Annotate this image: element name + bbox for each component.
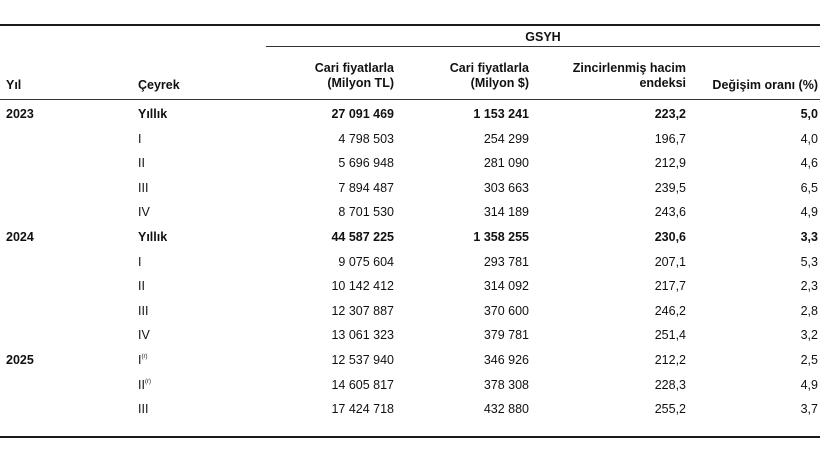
row-change-rate: 5,0 bbox=[800, 107, 818, 121]
row-current-usd: 293 781 bbox=[483, 255, 529, 269]
row-current-tl: 10 142 412 bbox=[331, 279, 394, 293]
row-quarter-label: I bbox=[138, 132, 142, 146]
header-current-tl-line2: (Milyon TL) bbox=[327, 76, 394, 90]
row-change-rate: 5,3 bbox=[800, 255, 818, 269]
row-change-rate: 4,0 bbox=[800, 132, 818, 146]
row-change-rate: 4,9 bbox=[800, 205, 818, 219]
row-current-usd: 432 880 bbox=[483, 402, 529, 416]
row-current-tl: 4 798 503 bbox=[338, 132, 394, 146]
row-chain-index: 246,2 bbox=[654, 304, 686, 318]
row-quarter bbox=[138, 378, 151, 393]
row-change-rate: 3,2 bbox=[800, 328, 818, 342]
row-change-rate: 6,5 bbox=[800, 181, 818, 195]
header-chain-line2: endeksi bbox=[639, 76, 686, 90]
row-quarter bbox=[138, 304, 148, 319]
table-top-rule bbox=[0, 24, 820, 26]
row-quarter-label: III bbox=[138, 304, 149, 318]
header-quarter: Çeyrek bbox=[138, 78, 180, 92]
row-current-tl: 13 061 323 bbox=[331, 328, 394, 342]
row-current-usd: 314 189 bbox=[483, 205, 529, 219]
table-bottom-rule bbox=[0, 436, 820, 438]
row-quarter bbox=[138, 402, 148, 417]
header-change-rate: Değişim oranı (%) bbox=[712, 78, 818, 92]
row-quarter-label: I bbox=[138, 353, 142, 367]
row-current-tl: 9 075 604 bbox=[338, 255, 394, 269]
row-quarter-label: II bbox=[138, 279, 145, 293]
row-year: 2023 bbox=[6, 107, 34, 121]
row-current-tl: 27 091 469 bbox=[331, 107, 394, 121]
row-quarter-label: IV bbox=[138, 328, 150, 342]
row-chain-index: 223,2 bbox=[654, 107, 686, 121]
row-change-rate: 4,9 bbox=[800, 378, 818, 392]
row-chain-index: 230,6 bbox=[654, 230, 686, 244]
row-year: 2024 bbox=[6, 230, 34, 244]
row-current-tl: 17 424 718 bbox=[331, 402, 394, 416]
revision-mark: (r) bbox=[141, 354, 148, 360]
row-current-usd: 378 308 bbox=[483, 378, 529, 392]
row-chain-index: 207,1 bbox=[654, 255, 686, 269]
header-chain-line1: Zincirlenmiş hacim bbox=[572, 61, 686, 75]
row-current-usd: 303 663 bbox=[483, 181, 529, 195]
row-current-usd: 281 090 bbox=[483, 156, 529, 170]
header-year: Yıl bbox=[6, 78, 22, 92]
revision-mark: (r) bbox=[144, 379, 151, 385]
row-current-tl: 12 537 940 bbox=[331, 353, 394, 367]
header-current-usd-line2: (Milyon $) bbox=[470, 76, 529, 90]
header-chain-index bbox=[540, 61, 686, 91]
row-chain-index: 196,7 bbox=[654, 132, 686, 146]
row-chain-index: 255,2 bbox=[654, 402, 686, 416]
row-quarter-label: II bbox=[138, 378, 145, 392]
row-current-tl: 14 605 817 bbox=[331, 378, 394, 392]
row-change-rate: 4,6 bbox=[800, 156, 818, 170]
row-current-tl: 5 696 948 bbox=[338, 156, 394, 170]
row-change-rate: 3,7 bbox=[800, 402, 818, 416]
row-current-usd: 346 926 bbox=[483, 353, 529, 367]
row-current-tl: 7 894 487 bbox=[338, 181, 394, 195]
row-quarter-label: Yıllık bbox=[138, 230, 168, 244]
gsyh-header-rule bbox=[266, 46, 820, 47]
gsyh-group-header: GSYH bbox=[525, 30, 561, 44]
row-current-tl: 12 307 887 bbox=[331, 304, 394, 318]
header-current-usd bbox=[405, 61, 529, 91]
row-change-rate: 2,8 bbox=[800, 304, 818, 318]
row-chain-index: 251,4 bbox=[654, 328, 686, 342]
row-change-rate: 2,3 bbox=[800, 279, 818, 293]
row-quarter-label: IV bbox=[138, 205, 150, 219]
row-current-usd: 379 781 bbox=[483, 328, 529, 342]
row-quarter bbox=[138, 353, 147, 368]
row-quarter bbox=[138, 279, 145, 294]
row-quarter bbox=[138, 181, 148, 196]
header-current-tl-line1: Cari fiyatlarla bbox=[314, 61, 394, 75]
row-current-tl: 8 701 530 bbox=[338, 205, 394, 219]
row-current-usd: 1 358 255 bbox=[473, 230, 529, 244]
row-chain-index: 212,9 bbox=[654, 156, 686, 170]
row-current-usd: 1 153 241 bbox=[473, 107, 529, 121]
row-current-usd: 314 092 bbox=[483, 279, 529, 293]
row-chain-index: 239,5 bbox=[654, 181, 686, 195]
row-quarter bbox=[138, 156, 145, 171]
row-quarter bbox=[138, 132, 141, 147]
header-bottom-rule bbox=[0, 99, 820, 100]
row-chain-index: 243,6 bbox=[654, 205, 686, 219]
row-chain-index: 212,2 bbox=[654, 353, 686, 367]
header-current-tl bbox=[270, 61, 394, 91]
row-quarter-label: Yıllık bbox=[138, 107, 168, 121]
row-quarter bbox=[138, 205, 150, 220]
row-current-usd: 370 600 bbox=[483, 304, 529, 318]
row-quarter bbox=[138, 107, 167, 122]
row-chain-index: 217,7 bbox=[654, 279, 686, 293]
row-change-rate: 2,5 bbox=[800, 353, 818, 367]
row-quarter-label: I bbox=[138, 255, 142, 269]
row-quarter-label: II bbox=[138, 156, 145, 170]
row-year: 2025 bbox=[6, 353, 34, 367]
row-quarter-label: III bbox=[138, 402, 149, 416]
row-chain-index: 228,3 bbox=[654, 378, 686, 392]
row-current-tl: 44 587 225 bbox=[331, 230, 394, 244]
header-current-usd-line1: Cari fiyatlarla bbox=[449, 61, 529, 75]
row-quarter bbox=[138, 255, 141, 270]
row-quarter bbox=[138, 328, 150, 343]
row-quarter-label: III bbox=[138, 181, 149, 195]
row-change-rate: 3,3 bbox=[800, 230, 818, 244]
row-quarter bbox=[138, 230, 167, 245]
row-current-usd: 254 299 bbox=[483, 132, 529, 146]
